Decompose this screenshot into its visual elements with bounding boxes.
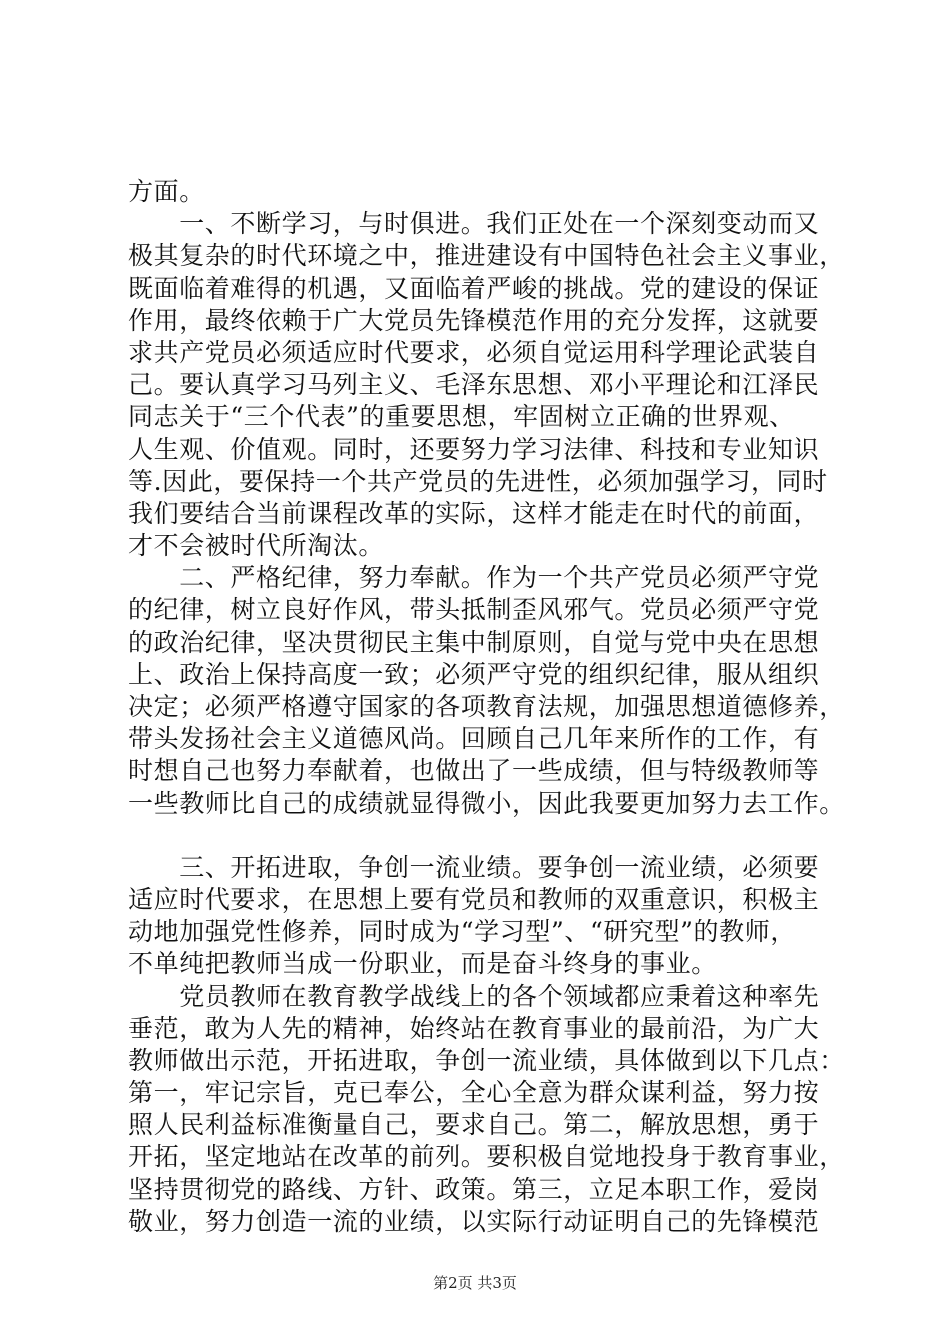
text-line: 的政治纪律，坚决贯彻民主集中制原则，自觉与党中央在思想 <box>128 627 820 657</box>
text-line: 上、政治上保持高度一致；必须严守党的组织纪律，服从组织 <box>128 659 820 689</box>
paragraph-gap <box>128 820 848 852</box>
text-line: 才不会被时代所淘汰。 <box>128 531 385 561</box>
text-line: 作用，最终依赖于广大党员先锋模范作用的充分发挥，这就要 <box>128 305 820 335</box>
text-line: 照人民利益标准衡量自己，要求自己。第二，解放思想，勇于 <box>128 1110 820 1140</box>
text-line: 己。要认真学习马列主义、毛泽东思想、邓小平理论和江泽民 <box>128 370 820 400</box>
text-block-2 <box>128 852 848 1238</box>
text-line: 既面临着难得的机遇，又面临着严峻的挑战。党的建设的保证 <box>128 273 820 303</box>
page-footer: 第2页 共3页 <box>433 1274 517 1292</box>
text-line: 不单纯把教师当成一份职业，而是奋斗终身的事业。 <box>128 949 717 979</box>
text-line: 坚持贯彻党的路线、方针、政策。第三，立足本职工作，爱岗 <box>128 1174 820 1204</box>
text-line: 同志关于“三个代表”的重要思想，牢固树立正确的世界观、 <box>128 402 795 432</box>
text-line: 党员教师在教育教学战线上的各个领域都应秉着这种率先 <box>128 981 820 1011</box>
text-line: 时想自己也努力奉献着，也做出了一些成绩，但与特级教师等 <box>128 756 820 786</box>
text-line: 决定；必须严格遵守国家的各项教育法规，加强思想道德修养， <box>128 692 845 721</box>
text-line: 敬业，努力创造一流的业绩，以实际行动证明自己的先锋模范 <box>128 1206 820 1236</box>
text-line: 求共产党员必须适应时代要求，必须自觉运用科学理论武装自 <box>128 337 820 367</box>
text-line: 教师做出示范，开拓进取，争创一流业绩，具体做到以下几点： <box>128 1045 845 1075</box>
text-block-1 <box>128 176 848 820</box>
text-line: 二、严格纪律，努力奉献。作为一个共产党员必须严守党 <box>128 563 820 593</box>
text-line: 带头发扬社会主义道德风尚。回顾自己几年来所作的工作，有 <box>128 724 820 754</box>
text-line: 一些教师比自己的成绩就显得微小，因此我要更加努力去工作。 <box>128 788 845 818</box>
text-line: 三、开拓进取，争创一流业绩。要争创一流业绩，必须要 <box>128 852 820 882</box>
text-line: 我们要结合当前课程改革的实际，这样才能走在时代的前面， <box>128 498 820 528</box>
text-line: 极其复杂的时代环境之中，推进建设有中国特色社会主义事业， <box>128 241 845 271</box>
text-line: 一、不断学习，与时俱进。我们正处在一个深刻变动而又 <box>128 209 820 239</box>
document-body <box>128 176 848 1238</box>
text-line: 人生观、价值观。同时，还要努力学习法律、科技和专业知识 <box>128 434 820 464</box>
text-line: 方面。 <box>128 177 205 206</box>
text-line: 动地加强党性修养，同时成为“学习型”、“研究型”的教师， <box>128 917 796 947</box>
text-line: 第一，牢记宗旨，克已奉公，全心全意为群众谋利益，努力按 <box>128 1078 820 1108</box>
text-line: 等.因此，要保持一个共产党员的先进性，必须加强学习，同时 <box>128 466 828 496</box>
text-line: 适应时代要求，在思想上要有党员和教师的双重意识，积极主 <box>128 884 820 914</box>
text-line: 开拓，坚定地站在改革的前列。要积极自觉地投身于教育事业， <box>128 1142 845 1172</box>
text-line: 垂范，敢为人先的精神，始终站在教育事业的最前沿，为广大 <box>128 1013 820 1043</box>
text-line: 的纪律，树立良好作风，带头抵制歪风邪气。党员必须严守党 <box>128 595 820 625</box>
